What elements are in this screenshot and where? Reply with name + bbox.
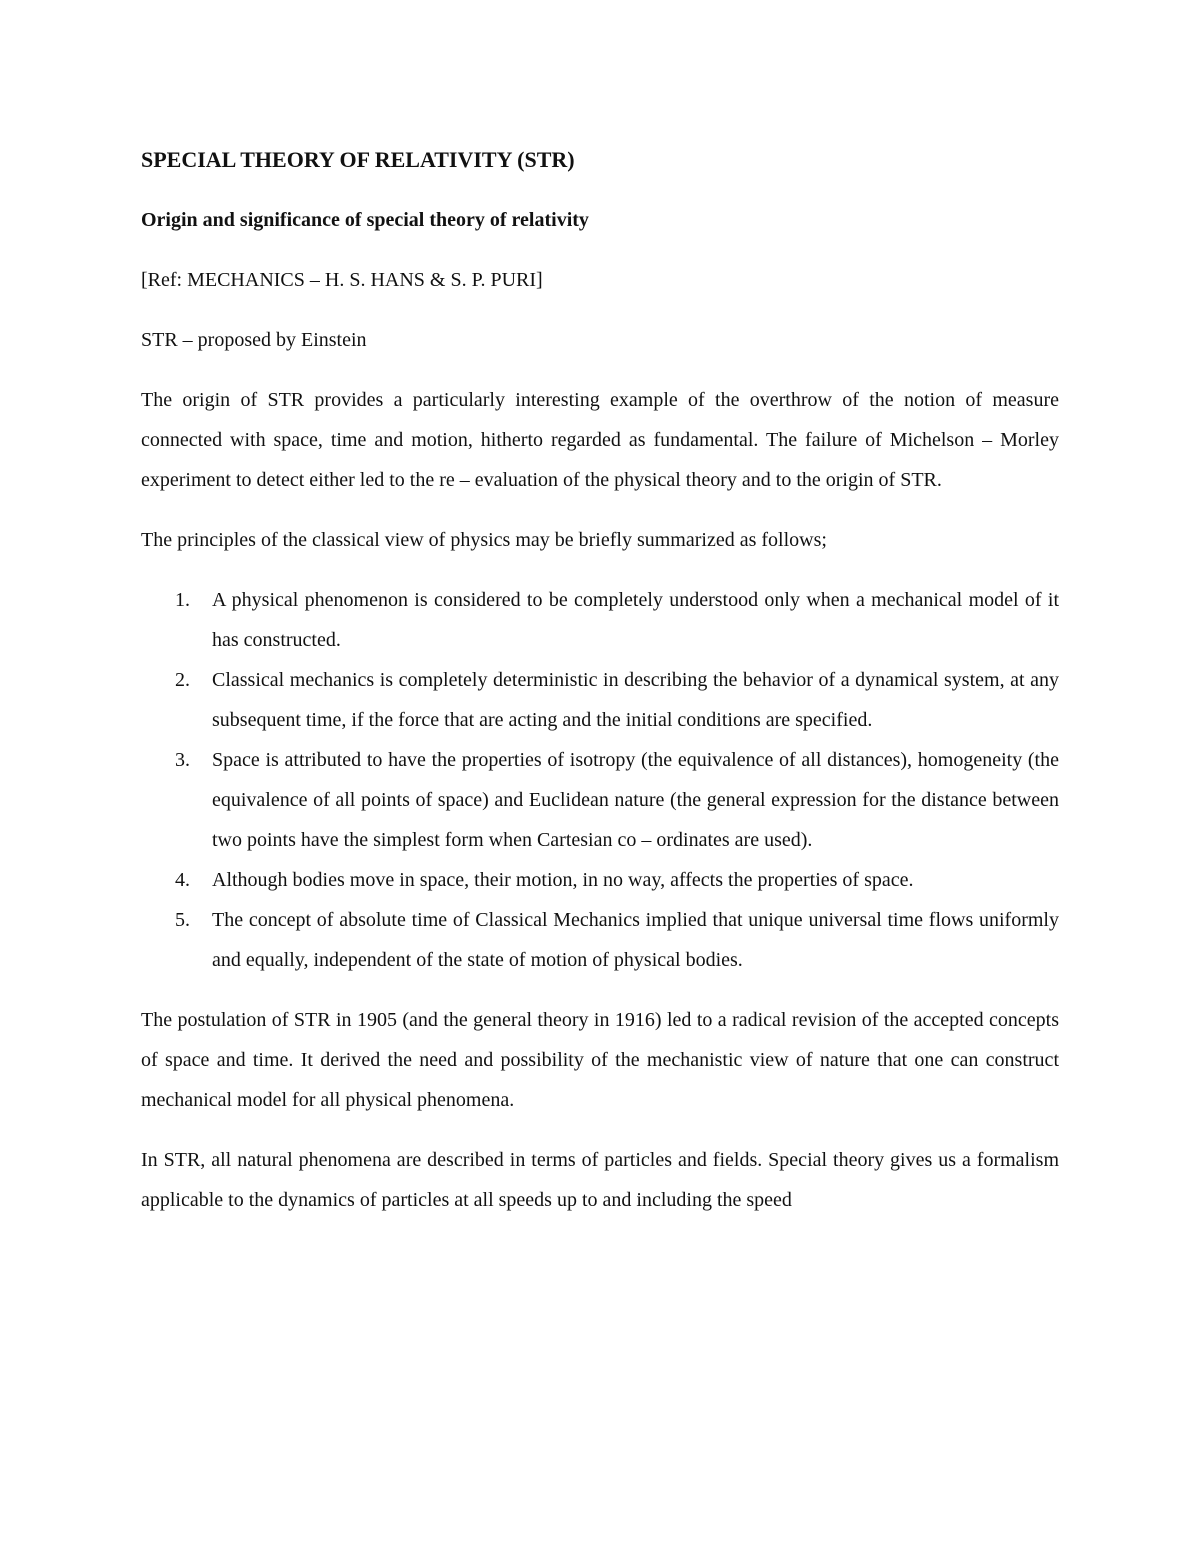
paragraph-origin: The origin of STR provides a particularly interesting example of the overthrow of the notion of measure connected with space, time and motion, hitherto regarded as fundamental. The failure of Michelson – Morley experiment to detect either led to the re – evaluation of the physical theory and to the origin of STR. bbox=[141, 389, 1059, 491]
list-item bbox=[141, 900, 1059, 980]
document-body bbox=[141, 140, 1059, 1240]
reference-line: [Ref: MECHANICS – H. S. HANS & S. P. PURI] bbox=[141, 269, 543, 291]
section-heading: Origin and significance of special theory of relativity bbox=[141, 209, 589, 231]
list-item-text: A physical phenomenon is considered to be completely understood only when a mechanical model of it has constructed. bbox=[212, 589, 1059, 651]
list-item bbox=[141, 860, 1059, 900]
list-item bbox=[141, 580, 1059, 660]
list-item bbox=[141, 660, 1059, 740]
list-item-number: 5. bbox=[175, 909, 190, 931]
list-item-text: Space is attributed to have the properties of isotropy (the equivalence of all distances), homogeneity (the equivalence of all points of space) and Euclidean nature (the general expression for the distance between two points have the simplest form when Cartesian co – ordinates are used). bbox=[212, 749, 1059, 851]
document-title: SPECIAL THEORY OF RELATIVITY (STR) bbox=[141, 147, 575, 172]
principles-list bbox=[141, 580, 1059, 980]
list-item bbox=[141, 740, 1059, 860]
list-item-text: Classical mechanics is completely deterministic in describing the behavior of a dynamical system, at any subsequent time, if the force that are acting and the initial conditions are specified. bbox=[212, 669, 1059, 731]
proposer-line: STR – proposed by Einstein bbox=[141, 329, 367, 351]
list-item-number: 4. bbox=[175, 869, 190, 891]
paragraph-principles-intro: The principles of the classical view of physics may be briefly summarized as follows; bbox=[141, 529, 827, 551]
list-item-number: 3. bbox=[175, 749, 190, 771]
list-item-number: 2. bbox=[175, 669, 190, 691]
list-item-text: Although bodies move in space, their motion, in no way, affects the properties of space. bbox=[212, 869, 914, 891]
paragraph-particles: In STR, all natural phenomena are described in terms of particles and fields. Special theory gives us a formalism applicable to the dynamics of particles at all speeds up to and including the speed bbox=[141, 1149, 1059, 1211]
list-item-number: 1. bbox=[175, 589, 190, 611]
list-item-text: The concept of absolute time of Classical Mechanics implied that unique universal time flows uniformly and equally, independent of the state of motion of physical bodies. bbox=[212, 909, 1059, 971]
paragraph-postulation: The postulation of STR in 1905 (and the general theory in 1916) led to a radical revision of the accepted concepts of space and time. It derived the need and possibility of the mechanistic view of nature that one can construct mechanical model for all physical phenomena. bbox=[141, 1009, 1059, 1111]
